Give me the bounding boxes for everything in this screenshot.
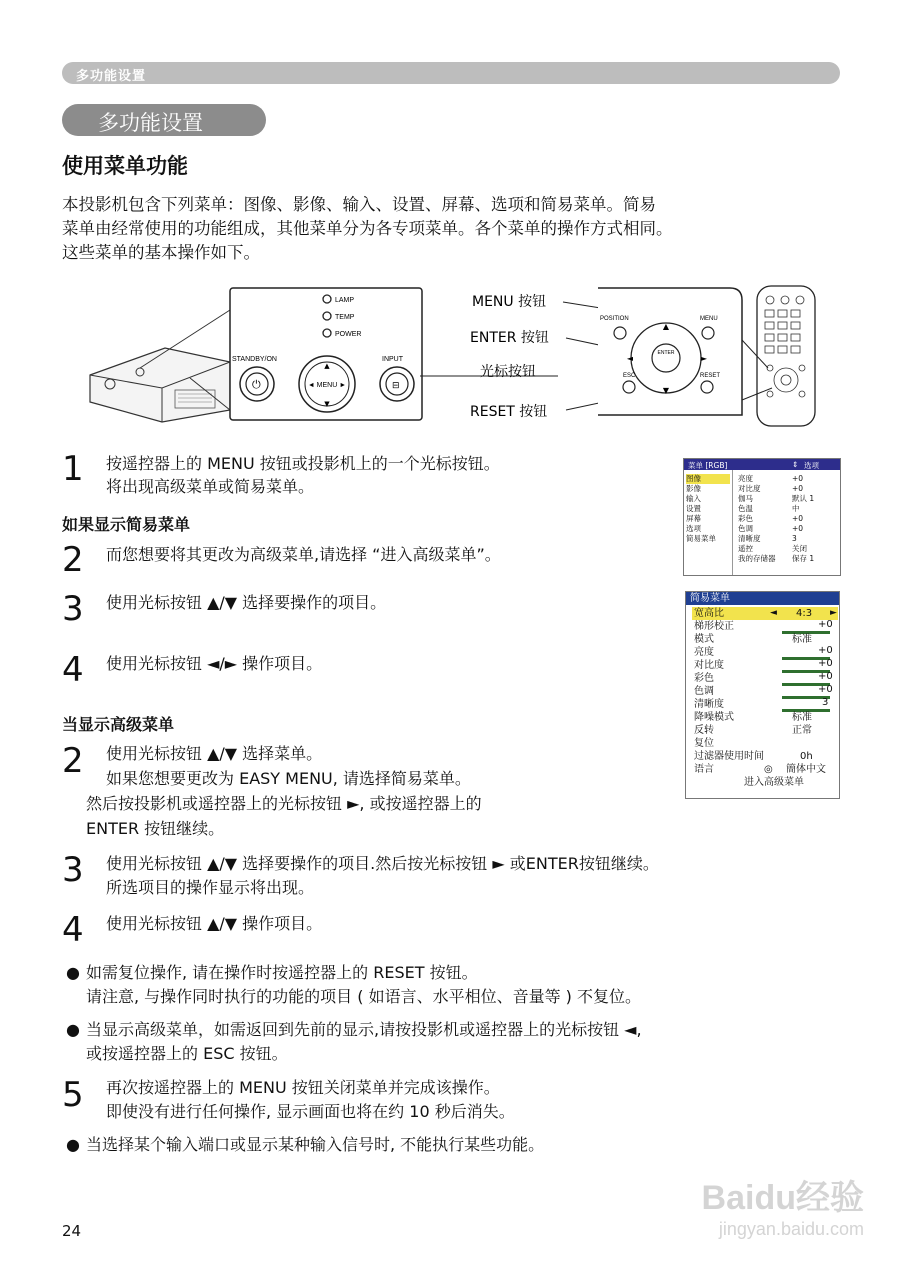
watermark-brand: Baidu经验 [701, 1179, 864, 1217]
menu-value: +0 [792, 474, 804, 483]
standby-label: STANDBY/ON [232, 356, 277, 363]
menu-item[interactable]: 我的存储器 [738, 554, 776, 563]
step-line: 如果您想要更改为 EASY MENU, 请选择简易菜单。 [106, 769, 471, 788]
step-1-line: 按遥控器上的 MENU 按钮或投影机上的一个光标按钮。 [106, 454, 500, 473]
step-number: 2 [62, 741, 84, 781]
header-bar [62, 62, 840, 84]
menu-value: 保存 1 [792, 554, 815, 563]
menu-value: +0 [792, 514, 804, 523]
easy-menu-row[interactable]: 对比度 [694, 660, 724, 671]
enter-advanced-menu-item[interactable]: 进入高级菜单 [744, 777, 804, 788]
baidu-watermark [702, 1170, 864, 1240]
bullet-line: 或按遥控器上的 ESC 按钮。 [86, 1044, 288, 1063]
easy-menu-row[interactable]: 语言 [694, 764, 714, 775]
menu-category[interactable]: 图像 [686, 474, 730, 484]
menu-category[interactable]: 简易菜单 [686, 534, 716, 543]
step-line: 使用光标按钮 ▲/▼ 选择要操作的项目.然后按光标按钮 ► 或ENTER按钮继续。 [106, 854, 659, 873]
svg-text:◄: ◄ [626, 354, 634, 363]
step-line: 然后按投影机或遥控器上的光标按钮 ►, 或按遥控器上的 [86, 794, 482, 813]
easy-menu-row[interactable]: 梯形校正 [694, 621, 734, 632]
intro-paragraph [62, 193, 842, 265]
bullet-line: 当选择某个输入端口或显示某种输入信号时, 不能执行某些功能。 [86, 1135, 545, 1154]
bullet-dot: ● [66, 1020, 80, 1039]
easy-menu-value: 3 [822, 697, 829, 708]
easy-menu-screenshot [685, 591, 840, 799]
svg-text:▼: ▼ [324, 400, 330, 408]
step-number: 4 [62, 650, 84, 690]
easy-menu-value: +0 [818, 645, 833, 656]
step-line: 使用光标按钮 ▲/▼ 选择菜单。 [106, 744, 323, 763]
menu-item[interactable]: 对比度 [738, 484, 761, 493]
svg-text:▲: ▲ [324, 362, 330, 370]
advanced-menu-categories [686, 474, 730, 544]
power-label: POWER [335, 331, 362, 338]
advanced-menu-screenshot [683, 458, 841, 576]
menu-item[interactable]: 彩色 [738, 514, 753, 523]
menu-button-label: ◄ MENU ► [307, 382, 347, 389]
advanced-menu-items [738, 474, 776, 564]
easy-menu-heading: 如果显示简易菜单 [62, 515, 191, 534]
menu-category[interactable]: 选项 [686, 524, 701, 533]
step-text: 而您想要将其更改为高级菜单,请选择 “进入高级菜单”。 [106, 545, 501, 564]
remote-position-label: POSITION [600, 316, 629, 322]
step-1-line: 将出现高级菜单或简易菜单。 [106, 477, 315, 496]
step-line: 再次按遥控器上的 MENU 按钮关闭菜单并完成该操作。 [106, 1078, 500, 1097]
menu-item[interactable]: 清晰度 [738, 534, 761, 543]
easy-menu-value: +0 [818, 658, 833, 669]
globe-icon: ◎ [764, 764, 773, 775]
menu-value: 默认 1 [792, 494, 815, 503]
page-title: 使用菜单功能 [62, 154, 188, 178]
advanced-menu-heading: 当显示高级菜单 [62, 715, 175, 734]
step-text: 使用光标按钮 ▲/▼ 选择要操作的项目。 [106, 593, 387, 612]
step-number: 1 [62, 449, 84, 489]
bullet-dot: ● [66, 1135, 80, 1154]
temp-label: TEMP [335, 314, 355, 321]
bullet-line: 请注意, 与操作同时执行的功能的项目 ( 如语言、水平相位、音量等 ) 不复位。 [86, 987, 642, 1006]
controls-diagram [80, 280, 840, 430]
easy-menu-value: 正常 [792, 725, 812, 736]
select-icon: ⇕ [792, 460, 799, 469]
section-pill-label: 多功能设置 [98, 111, 203, 135]
menu-value: 关闭 [792, 544, 807, 553]
menu-item[interactable]: 遥控 [738, 544, 753, 553]
projector-illustration [90, 310, 230, 422]
step-line: 即使没有进行任何操作, 显示画面也将在约 10 秒后消失。 [106, 1102, 515, 1121]
remote-menu-label: MENU [700, 316, 718, 322]
step-number: 2 [62, 540, 84, 580]
easy-menu-value: 4:3 [796, 608, 813, 619]
step-text: 使用光标按钮 ▲/▼ 操作项目。 [106, 914, 323, 933]
menu-value: +0 [792, 524, 804, 533]
step-number: 5 [62, 1075, 84, 1115]
bullet-dot: ● [66, 963, 80, 982]
step-number: 4 [62, 910, 84, 950]
easy-menu-row[interactable]: 彩色 [694, 673, 714, 684]
easy-menu-value: +0 [818, 671, 833, 682]
label-reset-button: RESET 按钮 [470, 404, 548, 420]
svg-text:▲: ▲ [662, 322, 670, 331]
remote-reset-label: RESET [700, 373, 721, 379]
svg-text:▼: ▼ [662, 386, 670, 395]
input-icon: ⊟ [392, 381, 400, 391]
menu-value: 中 [792, 504, 800, 513]
easy-menu-title: 简易菜单 [686, 592, 839, 605]
step-line: ENTER 按钮继续。 [86, 819, 225, 838]
easy-menu-value: +0 [818, 619, 833, 630]
section-pill [62, 104, 266, 136]
intro-line: 菜单由经常使用的功能组成，其他菜单分为各专项菜单。各个菜单的操作方式相同。 [62, 219, 673, 238]
remote-esc-label: ESC [623, 373, 636, 379]
menu-item[interactable]: 色调 [738, 524, 753, 533]
easy-menu-row[interactable]: 过滤器使用时间 [694, 751, 764, 762]
menu-category[interactable]: 影像 [686, 484, 701, 493]
page-number: 24 [62, 1222, 82, 1240]
easy-menu-row[interactable]: 宽高比 [694, 608, 724, 619]
easy-menu-row[interactable]: 清晰度 [694, 699, 724, 710]
power-icon: ⏻ [252, 378, 261, 391]
label-cursor-button: 光标按钮 [480, 364, 536, 380]
easy-menu-value: 标准 [792, 712, 812, 723]
remote-enter-label: ENTER [657, 350, 675, 356]
easy-menu-value: 标准 [792, 634, 812, 645]
menu-category[interactable]: 输入 [686, 494, 701, 503]
easy-menu-row[interactable]: 亮度 [694, 647, 714, 658]
easy-menu-row[interactable]: 复位 [694, 738, 714, 749]
step-number: 3 [62, 850, 84, 890]
easy-menu-value: +0 [818, 684, 833, 695]
menu-category[interactable]: 设置 [686, 504, 701, 513]
easy-menu-value: 簡体中文 [786, 764, 826, 775]
advanced-menu-title: 菜单 [RGB] [688, 461, 728, 470]
bullet-line: 当显示高级菜单，如需返回到先前的显示,请按投影机或遥控器上的光标按钮 ◄, [86, 1020, 642, 1039]
step-text: 使用光标按钮 ◄/► 操作项目。 [106, 654, 323, 673]
menu-item[interactable]: 色温 [738, 504, 753, 513]
label-menu-button: MENU 按钮 [472, 294, 547, 310]
menu-category[interactable]: 屏幕 [686, 514, 701, 523]
easy-menu-value: 0h [800, 751, 813, 762]
watermark-url: jingyan.baidu.com [718, 1219, 864, 1239]
advanced-menu-header [684, 459, 840, 470]
menu-item[interactable]: 伽马 [738, 494, 753, 503]
easy-menu-row[interactable]: 色调 [694, 686, 714, 697]
intro-line: 本投影机包含下列菜单：图像、影像、输入、设置、屏幕、选项和简易菜单。简易 [62, 195, 656, 214]
intro-line: 这些菜单的基本操作如下。 [62, 243, 260, 262]
right-arrow-icon: ► [830, 608, 837, 618]
easy-menu-row[interactable]: 模式 [694, 634, 714, 645]
menu-item[interactable]: 亮度 [738, 474, 753, 483]
advanced-menu-select: 选项 [804, 461, 819, 470]
svg-text:►: ► [700, 354, 708, 363]
step-number: 3 [62, 589, 84, 629]
advanced-menu-values [792, 474, 814, 564]
remote-control-illustration [742, 286, 815, 426]
lamp-label: LAMP [335, 297, 355, 304]
step-line: 所选项目的操作显示将出现。 [106, 878, 315, 897]
header-bar-label: 多功能设置 [76, 69, 147, 84]
easy-menu-row[interactable]: 反转 [694, 725, 714, 736]
input-label: INPUT [382, 356, 403, 363]
menu-value: 3 [792, 534, 797, 543]
left-arrow-icon: ◄ [770, 608, 777, 618]
label-enter-button: ENTER 按钮 [470, 330, 549, 346]
bullet-line: 如需复位操作, 请在操作时按遥控器上的 RESET 按钮。 [86, 963, 478, 982]
menu-value: +0 [792, 484, 804, 493]
easy-menu-row[interactable]: 降噪模式 [694, 712, 734, 723]
